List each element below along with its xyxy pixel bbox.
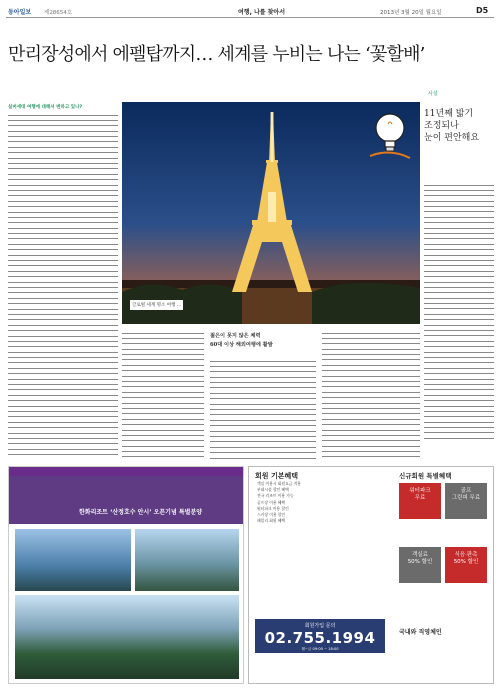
page-header (6, 4, 494, 18)
tile-label: 골프 (460, 488, 472, 494)
membership-advertisement (248, 466, 494, 684)
article-column-1 (8, 112, 118, 457)
text-line (210, 455, 316, 460)
sidebar-quote (424, 108, 496, 144)
newspaper-logo: 동아일보 (8, 9, 32, 16)
benefit-tile (445, 483, 487, 519)
benefits-title: 회원 기본혜택 (255, 472, 299, 480)
issue-number: 제28654호 (44, 10, 73, 16)
resort-photo (135, 529, 239, 591)
tile-label: 객실료 (412, 552, 428, 558)
tile-value: 그린피 무료 (451, 495, 481, 501)
sidebar-quote-line: 11년째 밟기 (424, 109, 474, 119)
sidebar-body (424, 182, 494, 441)
benefit-item: 객실 이용시 회원요금 적용 (257, 481, 301, 486)
benefit-tile (399, 547, 441, 583)
benefit-item: 패밀리 회원 혜택 (257, 518, 286, 524)
article-subhead (210, 332, 316, 350)
sidebar-quote-line: 눈이 편안해요 (424, 133, 480, 143)
sidebar-quote-line: 조정되나 (424, 121, 459, 131)
article-column-4 (322, 330, 420, 459)
benefit-item: 골프장 이용 혜택 (257, 499, 286, 505)
benefits-list (257, 481, 385, 524)
subhead-line-1: 젊은이 못지 않은 체력 (210, 333, 261, 339)
subhead-line-2: 60대 이상 해외여행에 활발 (210, 342, 273, 348)
tile-value: 50% 할인 (453, 559, 479, 565)
tile-label: 워터파크 (409, 488, 431, 494)
article-headline: 만리장성에서 에펠탑까지… 세계를 누비는 나는 ‘꽃할배’ (8, 44, 425, 65)
domestic-chain-title: 국내와 직영체인 (399, 629, 442, 636)
benefit-item: 부대시설 할인 혜택 (257, 487, 289, 493)
section-title: 여행, 나를 찾아서 (238, 9, 286, 16)
tile-label: 식음·판촉 (454, 552, 478, 558)
ad-title: 한화리조트 ‘산정호수 안시’ 오픈기념 특별분양 (79, 509, 203, 516)
resort-aerial-photo (15, 595, 239, 679)
ad-header-bar (9, 467, 243, 476)
phone-number: 02.755.1994 (264, 629, 376, 647)
tile-value: 무료 (414, 495, 426, 501)
text-line (8, 452, 118, 457)
text-line (424, 435, 494, 440)
ad-brand-strip (9, 476, 243, 524)
contact-label: 회원가입 문의 (304, 623, 336, 629)
publish-date: 2013년 3월 20일 월요일 (380, 10, 442, 16)
column1-subheading: 실버세대 여행에 대해서 변하고 있나? (8, 105, 83, 110)
benefit-tile (445, 547, 487, 583)
text-line (122, 454, 204, 459)
tile-value: 50% 할인 (407, 559, 433, 565)
contact-hours: 월~금 09:00 ~ 18:00 (301, 647, 339, 651)
resort-advertisement (8, 466, 244, 684)
sidebar-badge: 사설 (428, 91, 438, 97)
lightbulb-icon (350, 98, 420, 168)
benefit-item: 스키장 이용 할인 (257, 512, 286, 518)
new-member-title: 신규회원 특별혜택 (399, 472, 452, 480)
contact-box (255, 619, 385, 653)
article-column-2 (122, 330, 204, 459)
benefit-item: 전국 리조트 이용 가능 (257, 493, 294, 499)
page-number: D5 (476, 6, 489, 15)
benefit-item: 워터파크 이용 할인 (257, 505, 289, 511)
resort-photo (15, 529, 131, 591)
photo-caption: 글로벌 세계 명소 여행 ... (130, 300, 183, 310)
article-column-3 (210, 358, 316, 460)
text-line (322, 454, 420, 459)
benefit-tile (399, 483, 441, 519)
